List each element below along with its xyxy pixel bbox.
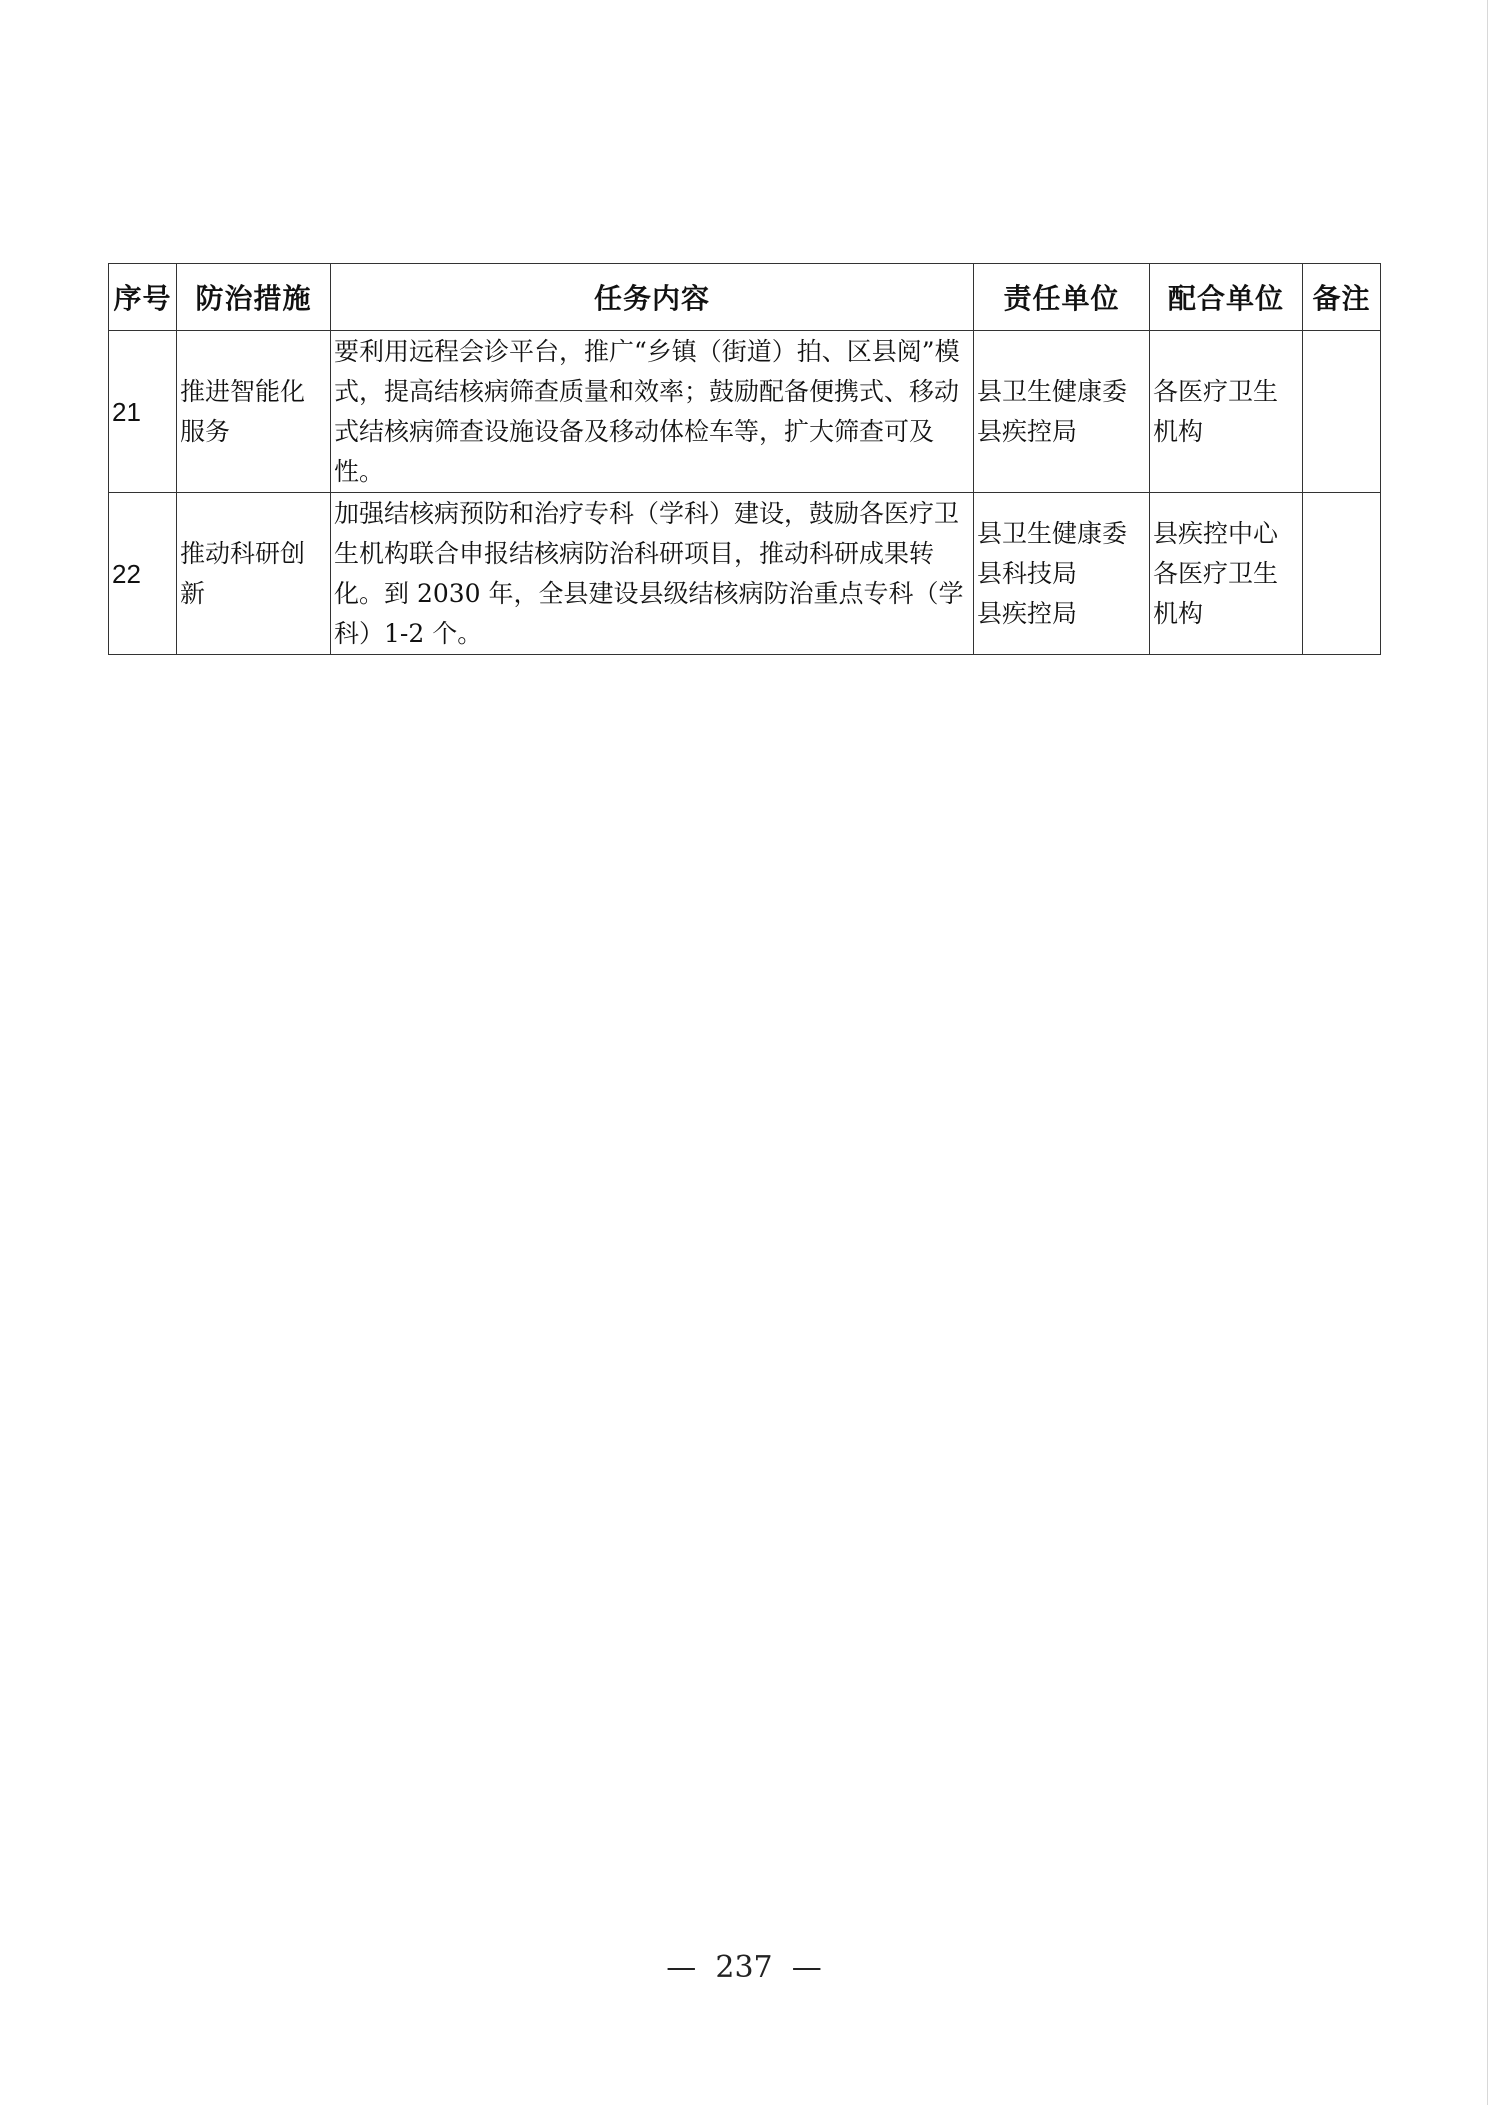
- header-cooperating-unit: 配合单位: [1150, 264, 1303, 331]
- row-measure: 推进智能化服务: [177, 331, 331, 493]
- header-measure: 防治措施: [177, 264, 331, 331]
- row-cooperating: [1150, 493, 1303, 655]
- responsible-unit: 县卫生健康委: [977, 376, 1128, 406]
- row-remark: [1303, 331, 1381, 493]
- row-responsible: [974, 331, 1150, 493]
- row-cooperating: [1150, 331, 1303, 493]
- cooperating-unit: 各医疗卫生: [1153, 376, 1279, 406]
- responsible-unit: 县疾控局: [977, 598, 1078, 628]
- table-row: [109, 331, 1381, 493]
- row-measure: 推动科研创新: [177, 493, 331, 655]
- task-table: [108, 263, 1381, 655]
- cooperating-unit: 县疾控中心: [1153, 518, 1279, 548]
- page-number: — 237 —: [666, 1950, 822, 1985]
- header-task-content: 任务内容: [331, 264, 974, 331]
- row-responsible: [974, 493, 1150, 655]
- row-number: 22: [109, 493, 177, 655]
- row-number: 21: [109, 331, 177, 493]
- cooperating-unit: 机构: [1153, 416, 1204, 446]
- header-remark: 备注: [1303, 264, 1381, 331]
- responsible-unit: 县疾控局: [977, 416, 1078, 446]
- header-responsible-unit: 责任单位: [974, 264, 1150, 331]
- cooperating-unit: 各医疗卫生: [1153, 558, 1279, 588]
- row-content: 要利用远程会诊平台，推广“乡镇（街道）拍、区县阅”模式，提高结核病筛查质量和效率；鼓励配备便携式、移动式结核病筛查设施设备及移动体检车等，扩大筛查可及性。: [331, 331, 974, 493]
- header-serial-number: 序号: [109, 264, 177, 331]
- row-content: 加强结核病预防和治疗专科（学科）建设，鼓励各医疗卫生机构联合申报结核病防治科研项目，推动科研成果转化。到 2030 年，全县建设县级结核病防治重点专科（学科）1-2 个。: [331, 493, 974, 655]
- table-header-row: [109, 264, 1381, 331]
- responsible-unit: 县科技局: [977, 558, 1078, 588]
- table-row: [109, 493, 1381, 655]
- row-remark: [1303, 493, 1381, 655]
- cooperating-unit: 机构: [1153, 598, 1204, 628]
- responsible-unit: 县卫生健康委: [977, 518, 1128, 548]
